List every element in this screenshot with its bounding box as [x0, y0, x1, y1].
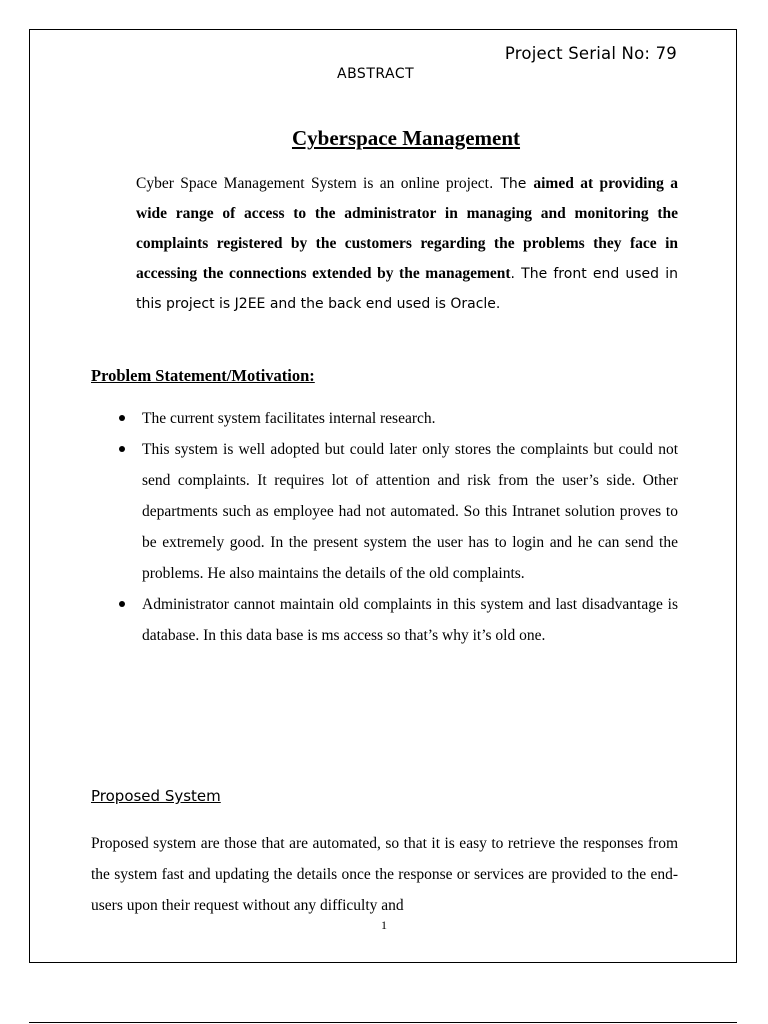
abstract-paragraph	[136, 169, 678, 319]
abstract-text-3: aimed at providing a wide range of access to the administrator in managing and monitoring the complaints registered by the customers regarding the problems they face in accessing the connections extended by the management	[136, 175, 679, 282]
problem-bullet-list	[118, 403, 678, 651]
project-serial-number: Project Serial No: 79	[504, 44, 677, 63]
abstract-text-2: . The	[488, 176, 534, 192]
problem-statement-heading: Problem Statement/Motivation:	[91, 366, 315, 385]
bullet-item: The current system facilitates internal research.	[118, 403, 678, 434]
proposed-system-paragraph: Proposed system are those that are automated, so that it is easy to retrieve the responses from the system fast and updating the details once the response or services are provided to the end-users upon their request without any difficulty and	[91, 835, 678, 914]
document-title: Cyberspace Management	[291, 126, 521, 150]
abstract-text-4: . The front end used in this project is J2EE and the back end used is Oracle.	[136, 266, 678, 312]
abstract-text-1: Cyber Space Management System is an online project	[136, 175, 489, 192]
footer-rule	[29, 1022, 737, 1023]
bullet-item: This system is well adopted but could later only stores the complaints but could not send complaints. It requires lot of attention and risk from the user’s side. Other departments such as employee had not automated. So this Intranet solution proves to be extremely good. In the present system the user has to login and he can send the problems. He also maintains the details of the old complaints.	[118, 434, 678, 589]
proposed-system-heading: Proposed System	[91, 787, 221, 805]
abstract-label: ABSTRACT	[337, 66, 415, 82]
bullet-item: Administrator cannot maintain old complaints in this system and last disadvantage is database. In this data base is ms access so that’s why it’s old one.	[118, 589, 678, 651]
page-number: 1	[381, 918, 387, 932]
